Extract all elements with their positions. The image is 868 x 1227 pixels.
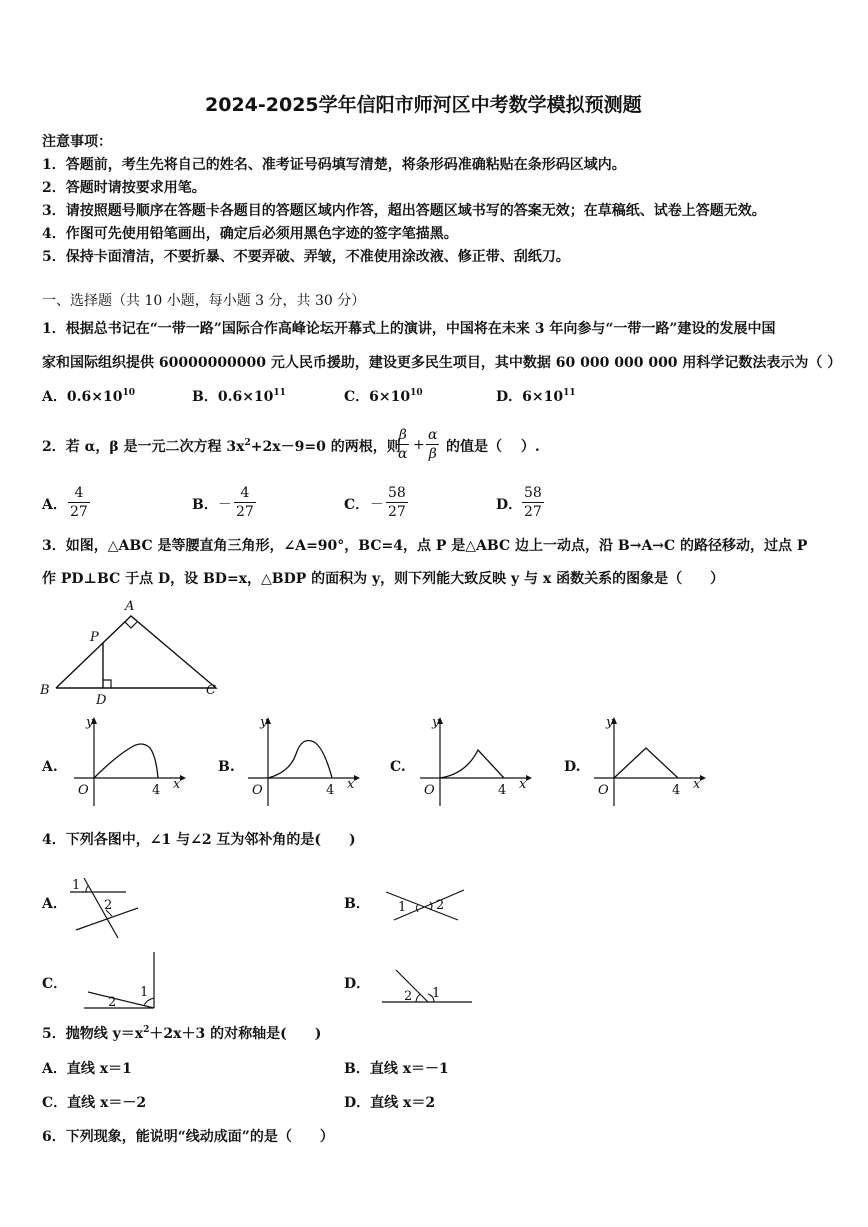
graph-curve (440, 750, 504, 778)
angle-label-1: 1 (432, 986, 441, 1001)
angle-label-2: 2 (404, 989, 413, 1004)
q2-option-c-label: C． (344, 497, 370, 513)
q1-option-d: D．$6\times 10^{11}$ (496, 388, 576, 405)
notice-heading: 注意事项： (42, 134, 112, 150)
notice-item-1: 1．答题前，考生先将自己的姓名、准考证号码填写清楚，将条形码准确粘贴在条形码区域内。 (42, 157, 626, 173)
angle-label-2: 2 (104, 898, 113, 913)
angle-arc-1 (86, 886, 88, 892)
y-label: y (432, 715, 440, 730)
angle-arc-1 (417, 904, 419, 912)
q4-figure-b (384, 884, 474, 934)
x-label: x (693, 777, 701, 792)
tick-four: 4 (326, 783, 335, 798)
q5-stem: 5．抛物线 $y=x^2+2x+3$ 的对称轴是( ) (42, 1025, 322, 1042)
q3-line-1: 3．如图，△ABC 是等腰直角三角形，∠A=90°，BC=4，点 P 是△ABC 边上一动点，沿 B→A→C 的路径移动，过点 P (42, 538, 808, 554)
x-label: x (347, 777, 355, 792)
q5-option-b: B．直线 x＝－1 (344, 1061, 449, 1077)
q2-stem-end: 的值是（ ）. (446, 439, 540, 455)
triangle-abc (56, 616, 216, 688)
q2-plus: + (413, 437, 425, 453)
x-label: x (173, 777, 181, 792)
q3-graph-a (70, 712, 200, 812)
angle-arc-2 (416, 994, 420, 1002)
label-d: D (96, 693, 107, 708)
q4-stem: 4．下列各图中，∠1 与∠2 互为邻补角的是( ) (42, 832, 356, 848)
q1-line-2: 家和国际组织提供 60000000000 元人民币援助，建设更多民生项目，其中数据 60 000 000 000 用科学记数法表示为（ ） (42, 355, 842, 371)
q2-option-d-fraction: $\frac{58}{27}$ (524, 485, 542, 520)
q3-line-2: 作 PD⊥BC 于点 D，设 BD=x，△BDP 的面积为 y，则下列能大致反映 y 与 x 函数关系的图象是（ ） (42, 571, 725, 587)
q1-option-b: B．$0.6\times 10^{11}$ (192, 388, 286, 405)
tick-four: 4 (152, 783, 161, 798)
q2-option-c-sign: － (370, 497, 384, 513)
angle-label-1: 1 (140, 985, 149, 1000)
label-p: P (90, 630, 99, 645)
graph-curve (268, 741, 332, 779)
right-angle-mark-d (103, 680, 111, 688)
q3-option-a-label: A. (42, 759, 58, 775)
origin-label: O (252, 783, 263, 798)
x-axis-arrow-icon (526, 775, 532, 781)
x-axis-arrow-icon (700, 775, 706, 781)
q5-option-a: A．直线 x＝1 (42, 1061, 132, 1077)
q1-option-a: A．$0.6\times 10^{10}$ (42, 388, 135, 405)
q3-graph-b (244, 712, 374, 812)
label-c: C (206, 683, 216, 698)
notice-item-5: 5．保持卡面清洁，不要折暴、不要弄破、弄皱，不准使用涂改液、修正带、刮纸刀。 (42, 249, 570, 265)
q2-option-a-fraction: $\frac{4}{27}$ (70, 485, 88, 520)
q3-graph-d (590, 712, 720, 812)
y-label: y (86, 715, 94, 730)
q4-option-b-label: B． (344, 896, 370, 912)
label-b: B (40, 683, 50, 698)
notice-item-4: 4．作图可先使用铅笔画出，确定后必须用黑色字迹的签字笔描黑。 (42, 226, 458, 242)
q2-option-b-label: B． (192, 497, 218, 513)
q2-option-b-sign: － (218, 497, 232, 513)
q3-graph-c (416, 712, 546, 812)
q2-option-a-label: A． (42, 497, 67, 513)
x-axis-arrow-icon (180, 775, 186, 781)
q3-option-b-label: B. (218, 759, 235, 775)
y-label: y (260, 715, 268, 730)
line-1 (386, 892, 458, 920)
q4-figure-c (80, 950, 170, 1014)
x-label: x (519, 777, 527, 792)
graph-curve (94, 744, 158, 778)
notice-item-2: 2．答题时请按要求用笔。 (42, 180, 206, 196)
graph-curve (614, 748, 678, 778)
angle-label-1: 1 (72, 878, 81, 893)
q5-option-d: D．直线 x＝2 (344, 1095, 436, 1111)
tick-four: 4 (498, 783, 507, 798)
y-label: y (606, 715, 614, 730)
tick-four: 4 (672, 783, 681, 798)
q4-option-a-label: A． (42, 896, 67, 912)
q1-option-c: C．$6\times 10^{10}$ (344, 388, 423, 405)
q1-line-1: 1．根据总书记在“一带一路”国际合作高峰论坛开幕式上的演讲，中国将在未来 3 年向参与“一带一路”建设的发展中国 (42, 321, 776, 337)
angle-label-2: 2 (108, 995, 117, 1010)
q2-stem-start: 2．若 α，β 是一元二次方程 $3x^2+2x-9=0$ 的两根，则 (42, 438, 401, 455)
q5-option-c: C．直线 x＝－2 (42, 1095, 147, 1111)
q3-triangle-figure (36, 598, 236, 708)
q4-figure-a (66, 872, 146, 942)
q3-option-c-label: C. (390, 759, 406, 775)
line-2 (84, 878, 118, 938)
page-title: 2024-2025学年信阳市师河区中考数学模拟预测题 (205, 94, 642, 116)
section-heading: 一、选择题（共 10 小题，每小题 3 分，共 30 分） (42, 293, 366, 309)
x-axis-arrow-icon (354, 775, 360, 781)
origin-label: O (424, 783, 435, 798)
label-a: A (125, 599, 135, 614)
q2-option-b-fraction: $\frac{4}{27}$ (236, 485, 254, 520)
notice-item-3: 3．请按照题号顺序在答题卡各题目的答题区域内作答，超出答题区域书写的答案无效；在草稿纸、试卷上答题无效。 (42, 203, 766, 219)
q2-option-c-fraction: $\frac{58}{27}$ (388, 485, 406, 520)
angle-label-2: 2 (436, 898, 445, 913)
q3-option-d-label: D. (564, 759, 581, 775)
q6-stem: 6．下列现象，能说明“线动成面”的是（ ） (42, 1129, 334, 1145)
q4-figure-d (378, 966, 478, 1016)
right-angle-mark-a (125, 622, 137, 628)
q4-option-d-label: D． (344, 976, 371, 992)
angle-label-1: 1 (398, 900, 407, 915)
origin-label: O (78, 783, 89, 798)
q2-fraction-beta-over-alpha: $\frac{\beta}{\alpha}$ (398, 427, 408, 462)
q4-option-c-label: C． (42, 976, 68, 992)
origin-label: O (598, 783, 609, 798)
q2-option-d-label: D． (496, 497, 523, 513)
q2-fraction-alpha-over-beta: $\frac{\alpha}{\beta}$ (428, 427, 438, 462)
